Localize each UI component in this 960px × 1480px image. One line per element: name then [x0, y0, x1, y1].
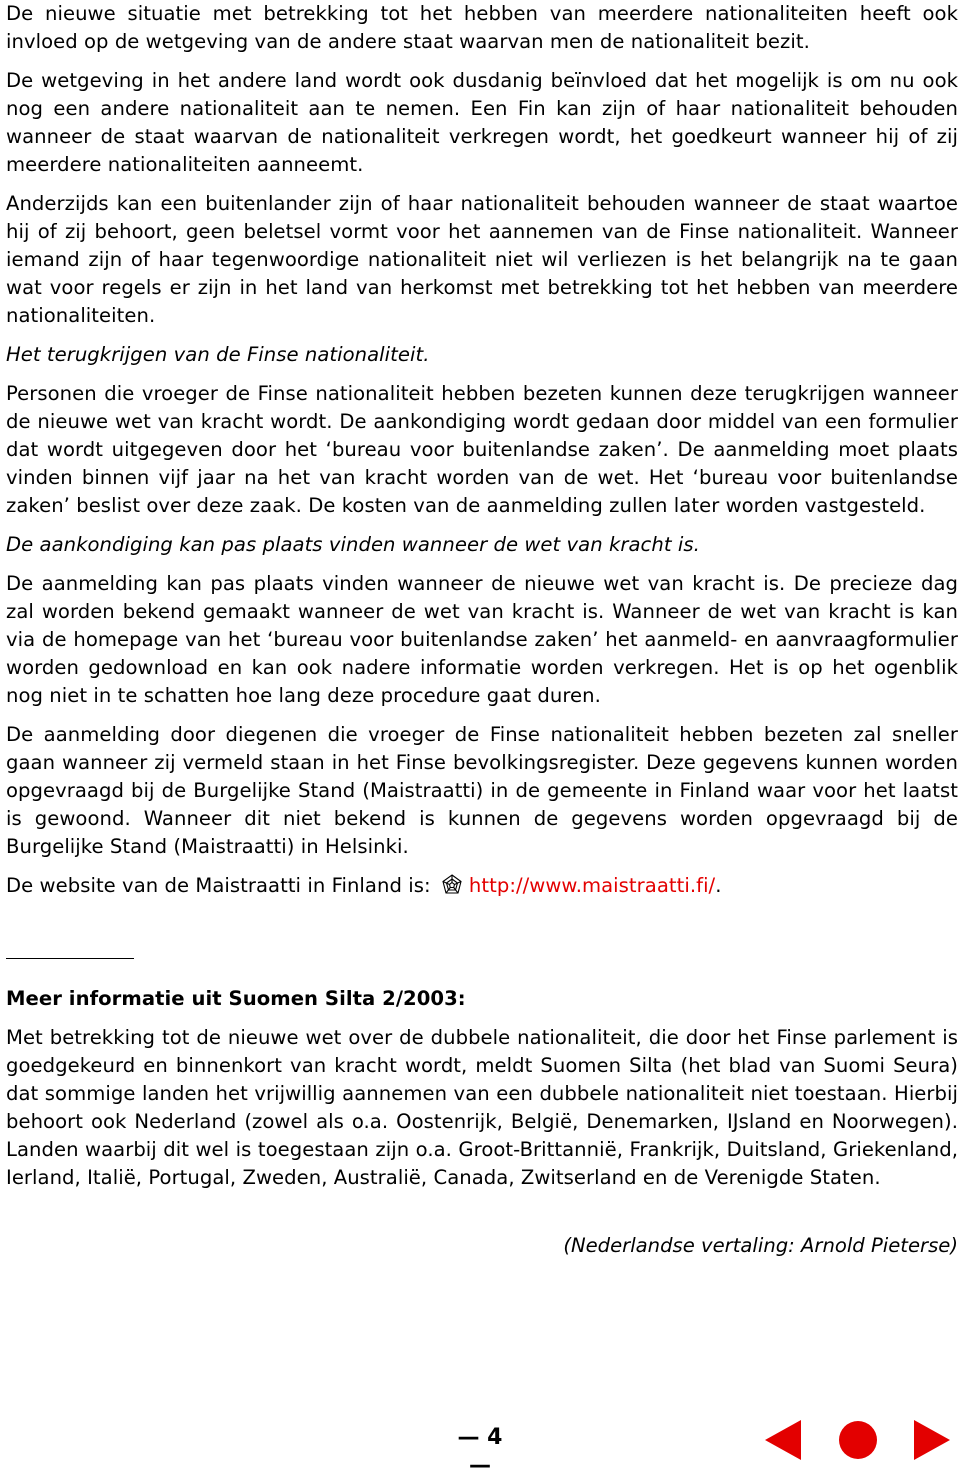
paragraph: De wetgeving in het andere land wordt ook dusdanig beïnvloed dat het mogelijk is om nu ook nog een andere nationaliteit aan te nemen. Een Fin kan zijn of haar nationaliteit behouden wanneer de staat waarvan de nationaliteit verkregen wordt, het goedkeurt wanneer hij of zij meerdere nationaliteiten aanneemt.: [6, 69, 958, 176]
paragraph: De nieuwe situatie met betrekking tot het hebben van meerdere nationaliteiten heeft ook invloed op de wetgeving van de andere staat waarvan men de nationaliteit bezit.: [6, 2, 958, 53]
more-info-section: [6, 985, 958, 1192]
website-line: [6, 872, 958, 900]
footnote-rule: [6, 958, 134, 959]
home-icon: [836, 1418, 880, 1462]
paragraph: De aanmelding kan pas plaats vinden wanneer de nieuwe wet van kracht is. De precieze dag zal worden bekend gemaakt wanneer de wet van kracht is. Wanneer de wet van kracht is kan via de homepage van het ‘bureau voor buitenlandse zaken’ het aanmeld- en aanvraagformulier worden gedownload en kan ook nadere informatie worden verkregen. Het is op het ogenblik nog niet in te schatten hoe lang deze procedure gaat duren.: [6, 572, 958, 707]
website-suffix: .: [715, 874, 722, 897]
more-info-body: Met betrekking tot de nieuwe wet over de dubbele nationaliteit, die door het Finse parlement is goedgekeurd en binnenkort van kracht wordt, meldt Suomen Silta (het blad van Suomi Seura) dat sommige landen het vrijwillig aannemen van een dubbele nationaliteit niet toestaan. Hierbij behoort ook Nederland (zowel als o.a. Oostenrijk, België, Denemarken, IJsland en Noorwegen). Landen waarbij dit wel is toegestaan zijn o.a. Groot-Brittannië, Frankrijk, Duitsland, Griekenland, Ierland, Italië, Portugal, Zweden, Australië, Canada, Zwitserland en de Verenigde Staten.: [6, 1026, 958, 1189]
maistraatti-link[interactable]: http://www.maistraatti.fi/: [468, 874, 716, 897]
page-number: — 4 —: [457, 1425, 503, 1478]
paragraph: Anderzijds kan een buitenlander zijn of haar nationaliteit behouden wanneer de staat waartoe hij of zij behoort, geen beletsel vormt voor het aannemen van de Finse nationaliteit. Wanneer iemand zijn of haar tegenwoordige nationaliteit niet wil verliezen is het belangrijk na te gaan wat voor regels er zijn in het land van herkomst met betrekking tot het hebben van meerdere nationaliteiten.: [6, 192, 958, 327]
web-icon: [441, 874, 463, 896]
section-heading: Het terugkrijgen van de Finse nationaliteit.: [6, 343, 430, 366]
next-page-button[interactable]: [912, 1418, 952, 1462]
website-prefix: De website van de Maistraatti in Finland is:: [6, 874, 431, 897]
section-heading: De aankondiging kan pas plaats vinden wanneer de wet van kracht is.: [6, 533, 700, 556]
translation-credit: (Nederlandse vertaling: Arnold Pieterse): [563, 1234, 958, 1257]
previous-page-icon: [763, 1418, 803, 1462]
home-button[interactable]: [836, 1418, 880, 1462]
paragraph: Personen die vroeger de Finse nationaliteit hebben bezeten kunnen deze terugkrijgen wanneer de nieuwe wet van kracht wordt. De aankondiging wordt gedaan door middel van een formulier dat wordt uitgegeven door het ‘bureau voor buitenlandse zaken’. De aanmelding moet plaats vinden binnen vijf jaar na het van kracht worden van de wet. Het ‘bureau voor buitenlandse zaken’ beslist over deze zaak. De kosten van de aanmelding zullen later worden vastgesteld.: [6, 382, 958, 517]
previous-page-button[interactable]: [763, 1418, 803, 1462]
paragraph: De aanmelding door diegenen die vroeger de Finse nationaliteit hebben bezeten zal sneller gaan wanneer zij vermeld staan in het Finse bevolkingsregister. Deze gegevens kunnen worden opgevraagd bij de Burgelijke Stand (Maistraatti) in de gemeente in Finland waar voor het laatst is gewoond. Wanneer dit niet bekend is kunnen de gegevens worden opgevraagd bij de Burgelijke Stand (Maistraatti) in Helsinki.: [6, 723, 958, 858]
more-info-heading: Meer informatie uit Suomen Silta 2/2003:: [6, 987, 466, 1010]
document-page: [6, 0, 958, 900]
next-page-icon: [912, 1418, 952, 1462]
